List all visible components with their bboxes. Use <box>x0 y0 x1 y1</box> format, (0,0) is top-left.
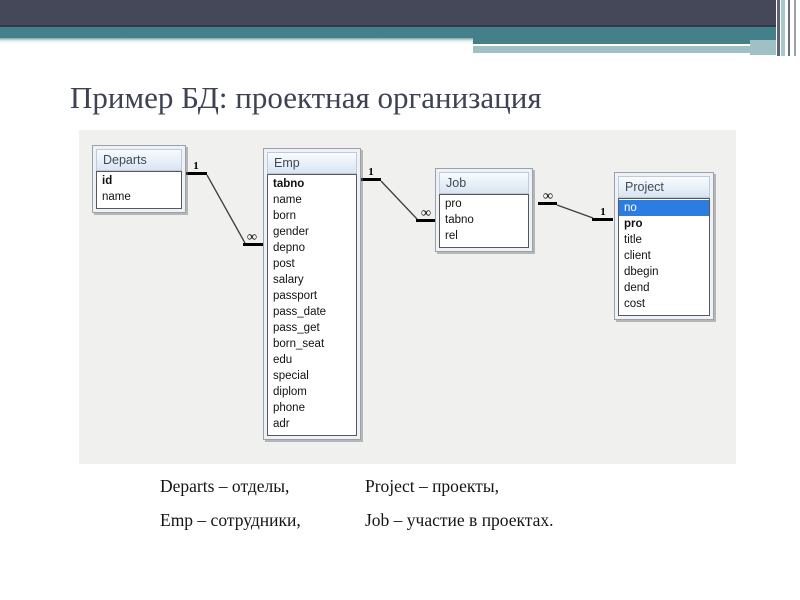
field-row[interactable]: gender <box>273 226 309 238</box>
cardinality-one-label: 1 <box>193 160 199 172</box>
field-row[interactable]: edu <box>273 354 293 366</box>
field-row[interactable]: dbegin <box>624 266 659 278</box>
field-row[interactable]: id <box>102 175 113 187</box>
field-list <box>267 174 357 436</box>
table-title: Project <box>625 180 664 194</box>
teal-fade-band <box>0 38 473 44</box>
field-row[interactable]: cost <box>624 298 646 310</box>
pinstripe-teal <box>781 0 785 56</box>
field-list <box>96 171 182 209</box>
field-row[interactable]: tabno <box>445 214 474 226</box>
field-row[interactable]: pro <box>624 218 643 230</box>
relation-line[interactable] <box>557 205 593 218</box>
field-row[interactable]: pass_date <box>273 306 327 318</box>
cardinality-many-label: ∞ <box>421 206 431 221</box>
legend-item-project: Project – проекты, <box>365 476 499 496</box>
field-row[interactable]: pass_get <box>273 322 320 334</box>
field-row[interactable]: passport <box>273 290 318 302</box>
field-row[interactable]: rel <box>445 230 458 242</box>
light-teal-band-mid <box>473 46 750 53</box>
legend-item-emp: Emp – сотрудники, <box>160 510 301 530</box>
table-title-bar[interactable] <box>96 149 182 171</box>
field-row[interactable]: born_seat <box>273 338 325 350</box>
field-row[interactable]: diplom <box>273 386 307 398</box>
field-list <box>439 194 529 248</box>
field-row[interactable]: post <box>273 258 295 270</box>
table-title: Emp <box>274 156 300 170</box>
teal-accent-band-right <box>750 27 776 40</box>
field-row[interactable]: tabno <box>273 178 305 190</box>
pinstripe-dark-2 <box>788 0 790 56</box>
table-title: Job <box>446 176 467 190</box>
field-list <box>618 198 710 316</box>
field-row[interactable]: title <box>624 234 642 246</box>
pinstripe-dark-1 <box>777 0 780 56</box>
field-row[interactable]: phone <box>273 402 305 414</box>
field-row[interactable]: salary <box>273 274 304 286</box>
table-window-departs[interactable] <box>92 145 186 213</box>
field-row[interactable]: pro <box>445 198 462 210</box>
teal-accent-band <box>0 27 473 38</box>
table-title: Departs <box>103 153 147 167</box>
table-title-bar[interactable] <box>267 152 357 174</box>
slide-title: Пример БД: проектная организация <box>70 80 542 115</box>
field-row[interactable]: client <box>624 250 651 262</box>
cardinality-one-label: 1 <box>368 166 374 178</box>
table-window-project[interactable] <box>614 172 714 320</box>
field-row[interactable]: special <box>273 370 309 382</box>
light-teal-band-right <box>750 40 776 55</box>
table-title-bar[interactable] <box>618 176 710 198</box>
table-window-job[interactable] <box>435 168 533 252</box>
relation-emp-job[interactable] <box>361 166 435 221</box>
cardinality-many-label: ∞ <box>247 230 257 245</box>
cardinality-many-label: ∞ <box>543 189 553 204</box>
field-row[interactable]: name <box>273 194 302 206</box>
cardinality-one-label: 1 <box>600 206 606 218</box>
field-row[interactable]: dend <box>624 282 650 294</box>
relation-line[interactable] <box>381 181 417 219</box>
top-navy-bar <box>0 0 776 27</box>
relation-job-project[interactable] <box>538 189 613 220</box>
field-row[interactable]: born <box>273 210 297 222</box>
field-row[interactable]: name <box>102 191 131 203</box>
table-window-emp[interactable] <box>263 148 361 440</box>
relation-line[interactable] <box>207 175 245 243</box>
legend-item-departs: Departs – отделы, <box>160 476 290 496</box>
pinstripe-gray <box>794 0 796 56</box>
relation-departs-emp[interactable] <box>186 160 263 245</box>
legend-item-job: Job – участие в проектах. <box>365 510 554 530</box>
field-row[interactable]: adr <box>273 418 290 430</box>
table-title-bar[interactable] <box>439 172 529 194</box>
field-row[interactable]: depno <box>273 242 305 254</box>
teal-accent-band-mid <box>473 27 750 44</box>
field-row[interactable]: no <box>619 200 709 216</box>
